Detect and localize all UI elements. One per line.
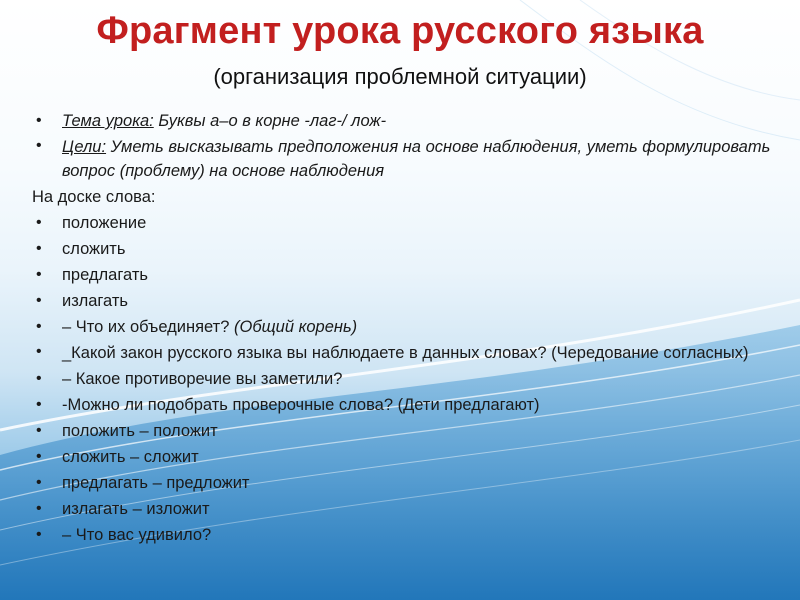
list-item-text: – Что их объединяет? xyxy=(62,318,234,336)
list-item-text: сложить – сложит xyxy=(62,448,199,466)
list-item-italic-answer: (Общий корень) xyxy=(234,318,358,336)
list-item-text: положение xyxy=(62,214,147,232)
list-item xyxy=(32,444,776,470)
list-item xyxy=(32,392,776,418)
list-item-goals xyxy=(32,134,776,184)
list-item xyxy=(32,496,776,522)
list-item-text: сложить xyxy=(62,240,126,258)
list-item-topic xyxy=(32,108,776,134)
goals-label: Цели: xyxy=(62,138,107,156)
list-item-text: предлагать – предложит xyxy=(62,474,250,492)
list-item-text: _Какой закон русского языка вы наблюдаете в данных словах? (Чередование согласных) xyxy=(62,344,749,362)
slide-subtitle: (организация проблемной ситуации) xyxy=(213,64,587,89)
slide-content xyxy=(32,108,776,548)
list-item xyxy=(32,366,776,392)
list-item-text: -Можно ли подобрать проверочные слова? (Дети предлагают) xyxy=(62,396,540,414)
list-item xyxy=(32,210,776,236)
list-item xyxy=(32,288,776,314)
list-item xyxy=(32,340,776,366)
list-item xyxy=(32,314,776,340)
list-item-text: положить – положит xyxy=(62,422,218,440)
board-intro: На доске слова: xyxy=(32,188,156,206)
slide-title: Фрагмент урока русского языка xyxy=(96,10,704,52)
topic-label: Тема урока: xyxy=(62,112,154,130)
goals-text: Уметь высказывать предположения на основе наблюдения, уметь формулировать вопрос (проблему) на основе наблюдения xyxy=(62,138,771,180)
list-item-text: – Что вас удивило? xyxy=(62,526,212,544)
list-item-text: предлагать xyxy=(62,266,148,284)
topic-text: Буквы а–о в корне -лаг-/ лож- xyxy=(153,112,387,130)
list-item xyxy=(32,418,776,444)
list-item xyxy=(32,236,776,262)
list-item xyxy=(32,522,776,548)
list-item xyxy=(32,262,776,288)
list-item xyxy=(32,470,776,496)
list-item-text: излагать xyxy=(62,292,129,310)
list-item-text: – Какое противоречие вы заметили? xyxy=(62,370,343,388)
list-item-text: излагать – изложит xyxy=(62,500,210,518)
